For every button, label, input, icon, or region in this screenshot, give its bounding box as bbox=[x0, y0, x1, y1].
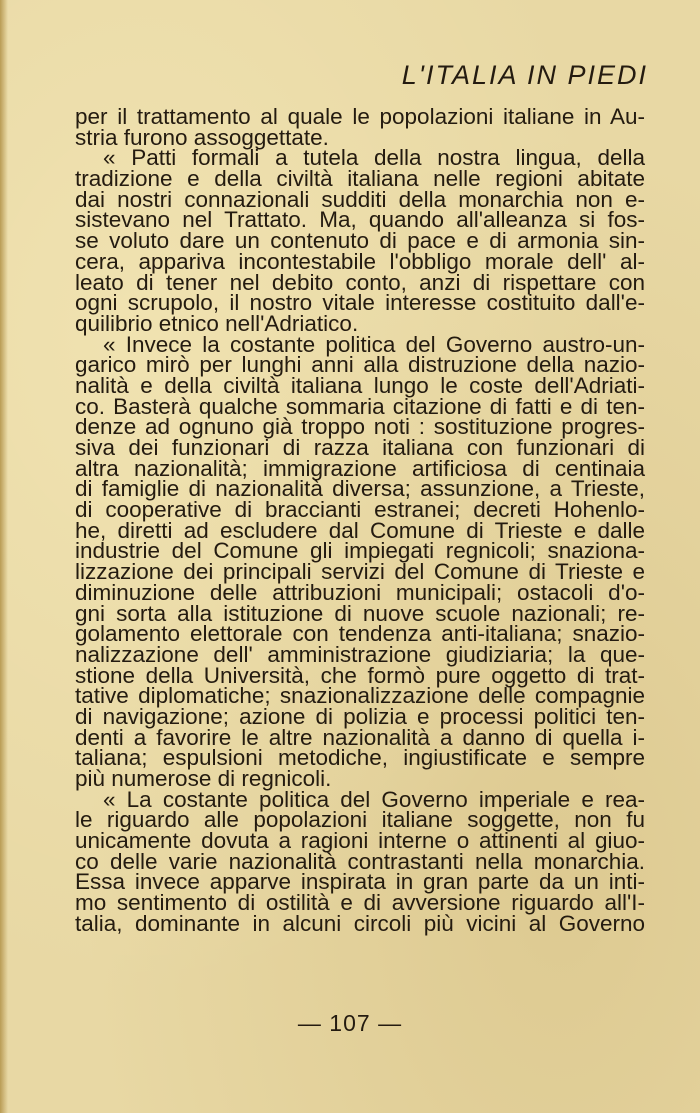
text-line: he, diretti ad escludere dal Comune di Trieste e dalle bbox=[75, 517, 645, 543]
text-line: di famiglie di nazionalità diversa; assunzione, a Trieste, bbox=[75, 476, 645, 502]
text-line: tradizione e della civiltà italiana nelle regioni abitate bbox=[75, 166, 645, 192]
text-line: quilibrio etnico nell'Adriatico. bbox=[75, 310, 359, 336]
text-line: taliana; espulsioni metodiche, ingiustificate e sempre bbox=[75, 745, 645, 771]
text-line: Essa invece apparve inspirata in gran parte da un inti- bbox=[75, 869, 645, 895]
text-line: « Invece la costante politica del Governo austro-un- bbox=[103, 331, 645, 357]
text-line: più numerose di regnicoli. bbox=[75, 766, 332, 791]
text-line: nalità e della civiltà italiana lungo le coste dell'Adriati- bbox=[75, 372, 645, 398]
page-gutter-shadow bbox=[0, 0, 8, 1113]
text-line: di navigazione; azione di polizia e processi politici ten- bbox=[75, 703, 645, 729]
body-text bbox=[75, 104, 645, 936]
text-line: stria furono assoggettate. bbox=[75, 124, 329, 150]
text-line: tative diplomatiche; snazionalizzazione delle compagnie bbox=[75, 683, 645, 709]
text-line: di cooperative di braccianti estranei; decreti Hohenlo- bbox=[75, 497, 645, 523]
page-number: — 107 — bbox=[297, 1010, 403, 1036]
text-line: dai nostri connazionali sudditi della monarchia non e- bbox=[75, 186, 645, 212]
text-line: per il trattamento al quale le popolazioni italiane in Au- bbox=[75, 104, 645, 129]
text-line: co. Basterà qualche sommaria citazione di fatti e di ten- bbox=[75, 393, 645, 419]
text-line: siva dei funzionari di razza italiana con funzionari di bbox=[75, 435, 645, 460]
text-line: unicamente dovuta a ragioni interne o attinenti al giuo- bbox=[75, 828, 645, 854]
text-line: talia, dominante in alcuni circoli più vicini al Governo bbox=[75, 910, 645, 936]
text-line: lizzazione dei principali servizi del Comune di Trieste e bbox=[75, 559, 645, 585]
text-line: nalizzazione dell' amministrazione giudiziaria; la que- bbox=[75, 641, 645, 667]
text-line: sistevano nel Trattato. Ma, quando all'alleanza si fos- bbox=[75, 207, 645, 233]
text-line: garico mirò per lunghi anni alla distruzione della nazio- bbox=[75, 352, 645, 378]
text-line: industrie del Comune gli impiegati regnicoli; snaziona- bbox=[75, 538, 645, 564]
text-line: « Patti formali a tutela della nostra lingua, della bbox=[103, 145, 645, 171]
text-line: gni sorta alla istituzione di nuove scuole nazionali; re- bbox=[75, 600, 645, 626]
text-line: mo sentimento di ostilità e di avversione riguardo all'I- bbox=[75, 890, 645, 916]
text-line: diminuzione delle attribuzioni municipali; ostacoli d'o- bbox=[75, 579, 645, 605]
text-line: ogni scrupolo, il nostro vitale interesse costituito dall'e- bbox=[75, 290, 645, 316]
running-title: L'ITALIA IN PIEDI bbox=[401, 60, 648, 90]
text-line: « La costante politica del Governo imperiale e rea- bbox=[103, 786, 645, 812]
text-line: denze ad ognuno già troppo noti : sostituzione progres- bbox=[75, 414, 645, 440]
text-line: co delle varie nazionalità contrastanti nella monarchia. bbox=[75, 848, 645, 874]
text-line: stione della Università, che formò pure oggetto di trat- bbox=[75, 662, 645, 688]
text-line: denti a favorire le altre nazionalità a danno di quella i- bbox=[75, 724, 645, 750]
text-line: golamento elettorale con tendenza anti-italiana; snazio- bbox=[75, 621, 645, 647]
text-line: altra nazionalità; immigrazione artificiosa di centinaia bbox=[75, 455, 645, 481]
text-line: leato di tener nel debito conto, anzi di rispettare con bbox=[75, 269, 645, 295]
text-line: le riguardo alle popolazioni italiane soggette, non fu bbox=[75, 807, 645, 833]
text-line: se voluto dare un contenuto di pace e di armonia sin- bbox=[75, 228, 645, 254]
text-line: cera, appariva incontestabile l'obbligo morale dell' al- bbox=[75, 248, 645, 274]
